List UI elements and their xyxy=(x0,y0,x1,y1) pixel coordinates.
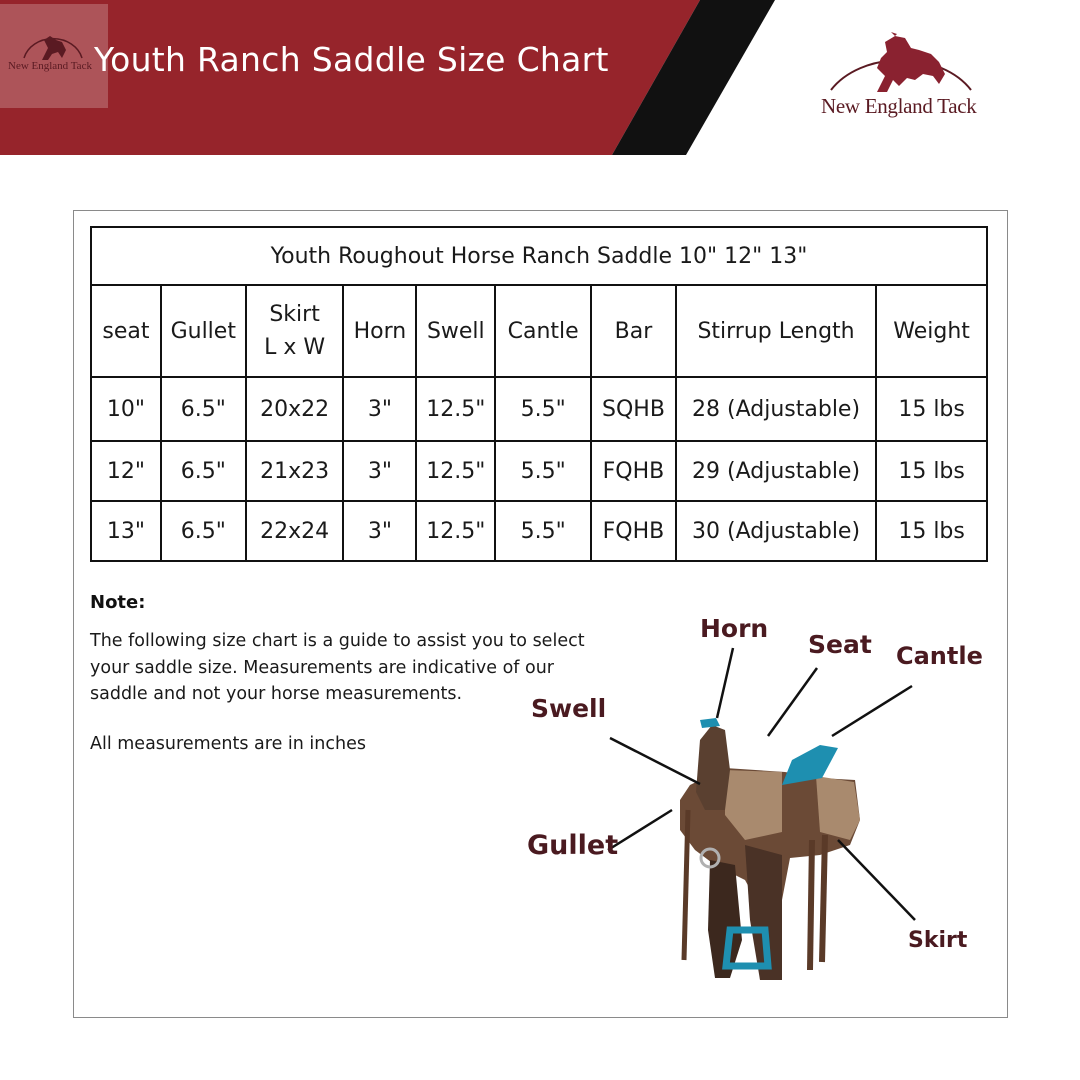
table-cell: 13" xyxy=(91,501,161,561)
column-header: Bar xyxy=(591,285,676,377)
small-logo-text: New England Tack xyxy=(8,60,92,72)
table-cell: 5.5" xyxy=(495,377,591,441)
horse-logo-icon xyxy=(815,28,1005,98)
skirt-header-line: L x W xyxy=(264,335,326,360)
table-cell: 10" xyxy=(91,377,161,441)
column-header: Horn xyxy=(343,285,416,377)
column-header: Cantle xyxy=(495,285,591,377)
table-cell: 12" xyxy=(91,441,161,501)
label-seat: Seat xyxy=(808,630,872,659)
table-cell: 5.5" xyxy=(495,441,591,501)
table-cell: 6.5" xyxy=(161,377,246,441)
table-cell: FQHB xyxy=(591,501,676,561)
note-heading: Note: xyxy=(90,592,146,613)
column-header: Stirrup Length xyxy=(676,285,876,377)
table-cell: 6.5" xyxy=(161,441,246,501)
table-cell: 28 (Adjustable) xyxy=(676,377,876,441)
table-cell: 5.5" xyxy=(495,501,591,561)
column-header: seat xyxy=(91,285,161,377)
table-cell: 12.5" xyxy=(416,377,495,441)
page-title: Youth Ranch Saddle Size Chart xyxy=(94,40,609,79)
table-cell: 3" xyxy=(343,441,416,501)
label-horn: Horn xyxy=(700,614,769,643)
table-cell: 3" xyxy=(343,501,416,561)
table-cell: SQHB xyxy=(591,377,676,441)
note-body: The following size chart is a guide to assist you to select your saddle size. Measurements are indicative of our saddle and not your horse measurements. xyxy=(90,631,585,704)
table-cell: 12.5" xyxy=(416,441,495,501)
note-units: All measurements are in inches xyxy=(90,734,366,754)
size-table xyxy=(90,226,988,562)
skirt-header-line: Skirt xyxy=(269,302,320,327)
label-skirt: Skirt xyxy=(908,928,968,953)
column-header: Swell xyxy=(416,285,495,377)
table-cell: 30 (Adjustable) xyxy=(676,501,876,561)
table-cell: 12.5" xyxy=(416,501,495,561)
brand-logo-text: New England Tack xyxy=(821,94,977,118)
saddle-diagram xyxy=(520,600,1000,1000)
table-cell: 29 (Adjustable) xyxy=(676,441,876,501)
table-cell: 6.5" xyxy=(161,501,246,561)
label-gullet: Gullet xyxy=(527,830,619,861)
label-cantle: Cantle xyxy=(896,642,983,670)
small-logo xyxy=(0,4,108,108)
table-cell: 21x23 xyxy=(246,441,344,501)
table-cell: 15 lbs xyxy=(876,377,987,441)
table-cell: FQHB xyxy=(591,441,676,501)
column-header: Weight xyxy=(876,285,987,377)
brand-logo xyxy=(815,28,1005,128)
column-header-skirt xyxy=(246,285,344,377)
table-cell: 15 lbs xyxy=(876,441,987,501)
table-row xyxy=(91,377,987,441)
table-row xyxy=(91,501,987,561)
table-caption: Youth Roughout Horse Ranch Saddle 10" 12" 13" xyxy=(91,227,987,285)
column-header: Gullet xyxy=(161,285,246,377)
label-swell: Swell xyxy=(531,694,607,723)
table-row xyxy=(91,441,987,501)
table-cell: 22x24 xyxy=(246,501,344,561)
table-cell: 20x22 xyxy=(246,377,344,441)
table-cell: 3" xyxy=(343,377,416,441)
table-cell: 15 lbs xyxy=(876,501,987,561)
